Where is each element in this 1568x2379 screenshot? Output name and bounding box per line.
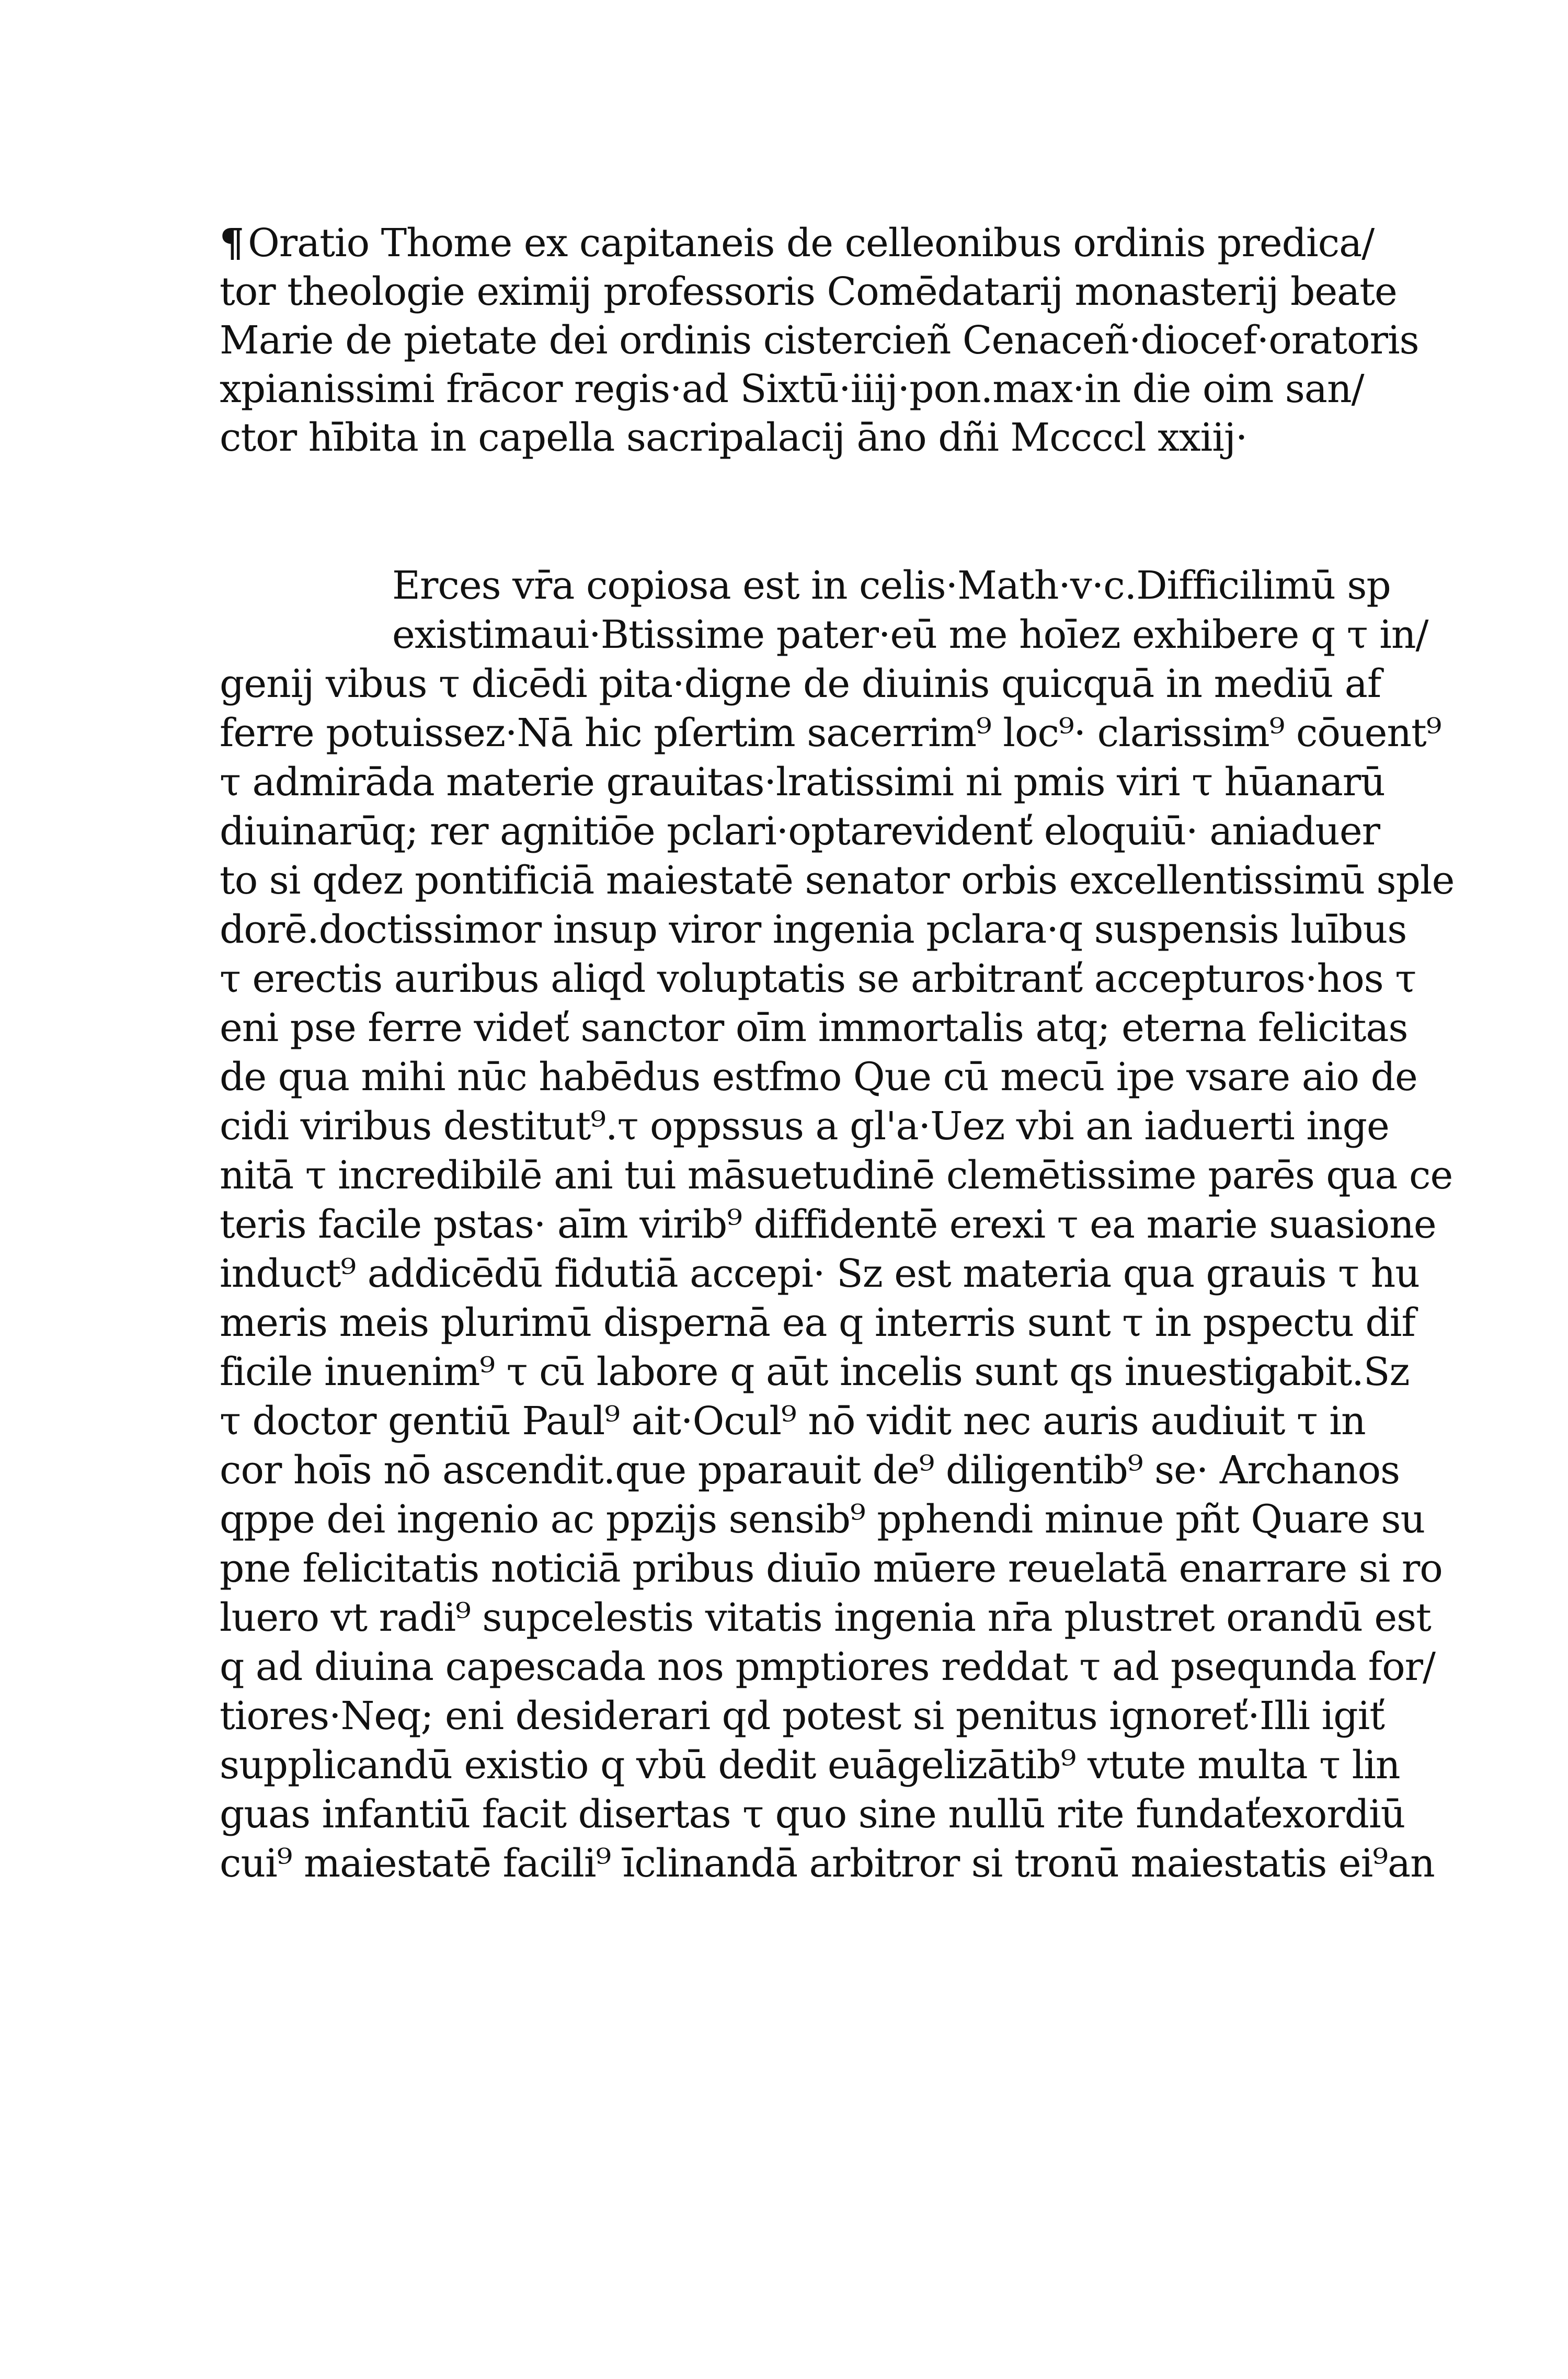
heading-line: ¶ Oratio Thome ex capitaneis de celleonibus ordinis predica/ [220, 221, 1375, 266]
body-line: de qua mihi nūc habēdus estfmo Que cū mecū ipe vsare aio de [220, 1055, 1417, 1100]
heading-line: Marie de pietate dei ordinis cistercieñ Cenaceñ·diocef·oratoris [220, 318, 1419, 363]
body-line: existimaui·Btissime pater·eū me hoīez exhibere q τ in/ [392, 612, 1428, 657]
body-line: τ doctor gentiū Paul⁹ ait·Ocul⁹ nō vidit nec auris audiuit τ in [220, 1399, 1366, 1444]
body-line: τ admirāda materie grauitas·lratissimi ni pmis viri τ hūanarū [220, 760, 1385, 805]
body-line: τ erectis auribus aliqd voluptatis se arbitranť accepturos·hos τ [220, 956, 1416, 1001]
body-line: cidi viribus destitut⁹.τ oppssus a gl'a·Uez vbi an iaduerti inge [220, 1104, 1389, 1149]
body-line: qppe dei ingenio ac ppzijs sensib⁹ pphendi minue pñt Quare su [220, 1497, 1425, 1542]
body-line: q ad diuina capescada nos pmptiores reddat τ ad psequnda for/ [220, 1644, 1435, 1689]
body-line: induct⁹ addicēdū fidutiā accepi· Sz est materia qua grauis τ hu [220, 1251, 1420, 1296]
body-line: meris meis plurimū dispernā ea q interris sunt τ in pspectu dif [220, 1300, 1415, 1345]
body-line: pne felicitatis noticiā pribus diuīo mūere reuelatā enarrare si ro [220, 1546, 1443, 1591]
body-line: dorē.doctissimor insup viror ingenia pclara·q suspensis luībus [220, 907, 1407, 952]
heading-line: xpianissimi frācor regis·ad Sixtū·iiij·pon.max·in die oim san/ [220, 367, 1364, 411]
heading-line: tor theologie eximij professoris Comēdatarij monasterij beate [220, 269, 1397, 314]
heading-line: ctor hībita in capella sacripalacij āno dñi Mccccl xxiij· [220, 415, 1247, 460]
body-line: ferre potuissez·Nā hic pſertim sacerrim⁹ loc⁹· clarissim⁹ cōuent⁹ [220, 711, 1441, 756]
body-line: cor hoīs nō ascendit.que pparauit de⁹ diligentib⁹ se· Archanos [220, 1448, 1400, 1493]
body-line: to si qdez pontificiā maiestatē senator orbis excellentissimū sple [220, 858, 1455, 903]
body-line: teris facile pstas· aīm virib⁹ diffidentē erexi τ ea marie suasione [220, 1202, 1436, 1247]
paragraph-mark-icon: ¶ [220, 221, 244, 266]
body-line: luero vt radi⁹ supcelestis vitatis ingenia nr̄a plustret orandū est [220, 1595, 1431, 1640]
body-line: eni pse ferre videť sanctor oīm immortalis atq; eterna felicitas [220, 1005, 1408, 1050]
body-line: tiores·Neq; eni desiderari qd potest si penitus ignoreť·Illi igiť [220, 1694, 1385, 1739]
body-line: guas infantiū facit disertas τ quo sine nullū rite fundaťexordiū [220, 1792, 1405, 1837]
body-line: ficile inuenim⁹ τ cū labore q aūt incelis sunt qs inuestigabit.Sz [220, 1349, 1410, 1394]
body-line: genij vibus τ dicēdi pita·digne de diuinis quicquā in mediū af [220, 661, 1381, 706]
body-line: Erces vr̄a copiosa est in celis·Math·v·c.Difficilimū sp [392, 563, 1391, 608]
body-line: supplicandū existio q vbū dedit euāgelizātib⁹ vtute multa τ lin [220, 1743, 1400, 1788]
body-line: nitā τ incredibilē ani tui māsuetudinē clemētissime parēs qua ce [220, 1153, 1453, 1198]
body-line: cui⁹ maiestatē facili⁹ īclinandā arbitror si tronū maiestatis ei⁹an [220, 1841, 1435, 1886]
body-line: diuinarūq; rer agnitiōe pclari·optarevidenť eloquiū· aniaduer [220, 809, 1380, 854]
